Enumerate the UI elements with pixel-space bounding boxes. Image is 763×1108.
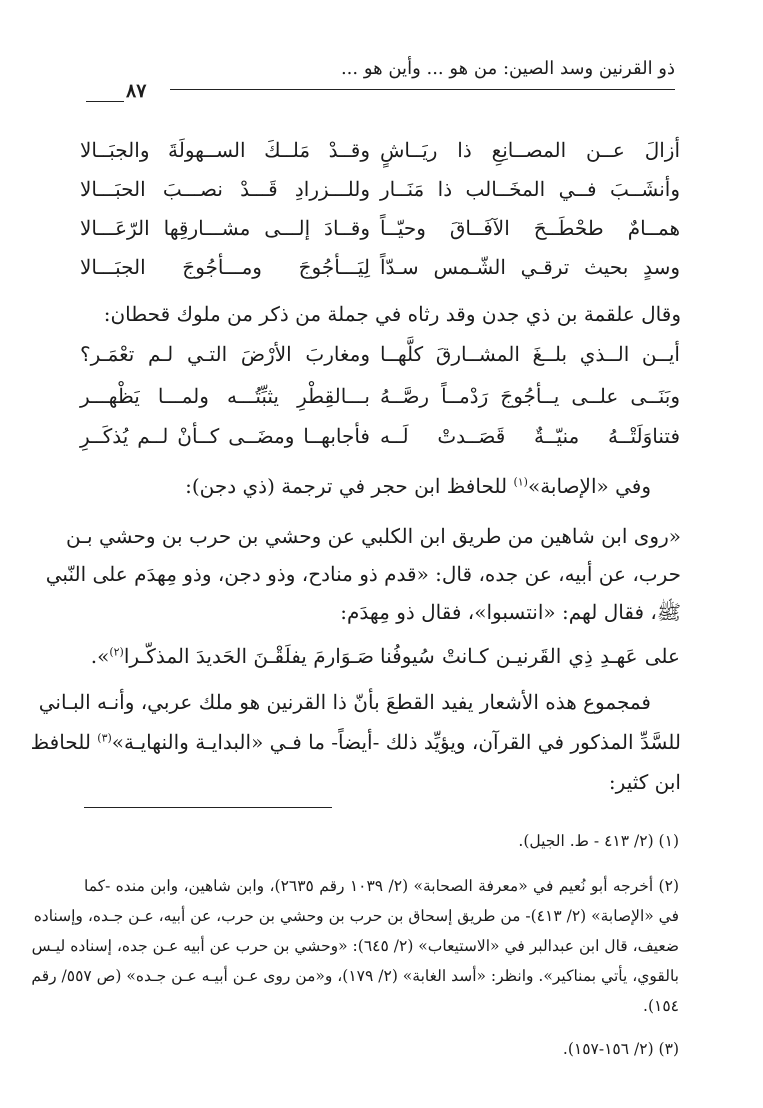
verse-first-half: وبَنَــى علــى يــأجُوجَ رَدْمــاً رصَّــهُ [380,384,680,408]
footnote-2-line: ١٥٤). [643,997,679,1015]
quote-close: ». [90,644,110,668]
verse-second-half [74,644,374,668]
footnote-3: (٣) (٢/ ١٥٦-١٥٧). [562,1040,679,1058]
verse-first-half: وسدٍ بحيث ترقـي الشّـمس سـدّاً [380,255,680,279]
footnote-1: (١) (٢/ ٤١٣ - ط. الجيل). [518,832,679,850]
footnote-2-line: ضعيف، قال ابن عبدالبر في «الاستيعاب» (٢/ ٦٤٥): «وحشي بن حرب عن أبيه عـن جده، إسناده ليـس [31,937,679,955]
verse-line [80,644,680,680]
conclusion-text: للسَّدِّ المذكور في القرآن، ويؤيِّد ذلك -أيضاً- ما فـي «البدايـة والنهايـة» [111,730,681,754]
verse-line [80,384,680,420]
isaba-paragraph [185,474,651,498]
footnote-2-line: بالقوي، يأتي بمناكير». وانظر: «أسد الغابة» (٢/ ١٧٩)، و«من روى عـن أبيـه عـن جـده» (ص ٥٥٧/ رقم [31,967,679,985]
verse-second-half: بـــالقِطْرِ يثبِّتُـــه ولمـــا يَظْهـــر [80,384,370,408]
footnote-ref: (٢) [109,645,124,659]
conclusion-tail: للحافظ [30,730,98,754]
conclusion-line: فمجموع هذه الأشعار يفيد القطعَ بأنّ ذا القرنين هو ملك عربي، وأنـه البـاني [38,690,651,714]
footnote-2-line: في «الإصابة» (٢/ ٤١٣)- من طريق إسحاق بن حرب بن وحشي بن حرب، عن أبيه، عـن جـده، وإسناده [33,907,679,925]
footnote-ref: (٣) [97,731,112,745]
intro-paragraph: وقال علقمة بن ذي جدن وقد رثاه في جملة من ذكر من ملوك قحطان: [103,302,681,326]
running-title: ذو القرنين وسد الصين: من هو ... وأين هو ... [340,58,675,79]
verse-first-half: أزالَ عــن المصــانِعِ ذا ريَــاشٍ [380,138,680,162]
footnote-2-line: (٢) أخرجه أبو نُعيم في «معرفة الصحابة» (٢/ ١٠٣٩ رقم ٢٦٣٥)، وابن شاهين، وابن منده -كما [84,877,679,895]
isaba-text-tail: للحافظ ابن حجر في ترجمة (ذي دجن): [185,474,514,498]
verse-first-half: همــامٌ طحْطَــحَ الآفَــاقَ وحيّــاً [380,216,680,240]
verse-line [80,255,680,291]
verse-second-half: فأجابهــا ومضَــى كــأنْ لــم يُذكَــرِ [80,424,370,448]
header-rule [170,89,675,90]
quote-line: ﷺ، فقال لهم: «انتسبوا»، فقال ذو مِهدَم: [340,600,681,624]
page-number-rule [86,101,124,102]
verse-second-half: لِيَـــأجُوجَ ومـــأجُوجَ الجبَـــالا [80,255,370,279]
footnote-rule [84,807,332,808]
verse-second-half: ومغاربَ الأرْضَ التـي لـم تعْمَـر؟ [80,342,370,366]
verse-second-half: وقــدْ مَلــكَ الســهولَةَ والجبَــالا [80,138,370,162]
page-number: ٨٧ [126,80,147,102]
verse-line [80,138,680,174]
quote-line: حرب، عن أبيه، عن جده، قال: «قدم ذو منادح، وذو دجن، وذو مِهدَم على النّبي [45,562,681,586]
conclusion-line: ابن كثير: [608,770,681,794]
conclusion-line [31,730,681,754]
verse-second-half: وقــادَ إلـــى مشـــارقِها الرّعَـــالا [80,216,370,240]
verse-first-half: وأنشَــبَ فــي المخَــالب ذا مَنَــار [380,177,680,201]
footnote-ref: (١) [513,475,528,489]
verse-line [80,424,680,460]
verse-text: صَـوَارمَ يفلَقْـنَ الحَديدَ المذكّـرا [123,644,374,668]
verse-line [80,342,680,378]
verse-first-half: أيــن الــذي بلــغَ المشــارقَ كلَّهــا [380,342,680,366]
verse-second-half: وللـــزرادِ قَـــدْ نصـــبَ الحبَـــالا [80,177,370,201]
verse-first-half: على عَهـدِ ذِي القَرنيـن كـانتْ سُيوفُنا [380,644,680,668]
verse-line [80,216,680,252]
quote-line: «روى ابن شاهين من طريق ابن الكلبي عن وحشي بن حرب بن وحشي بـن [65,524,681,548]
verse-first-half: فتناوَلَتْــهُ منيّــةٌ قَصَــدتْ لَــه [380,424,680,448]
isaba-text: وفي «الإصابة» [527,474,651,498]
verse-line [80,177,680,213]
